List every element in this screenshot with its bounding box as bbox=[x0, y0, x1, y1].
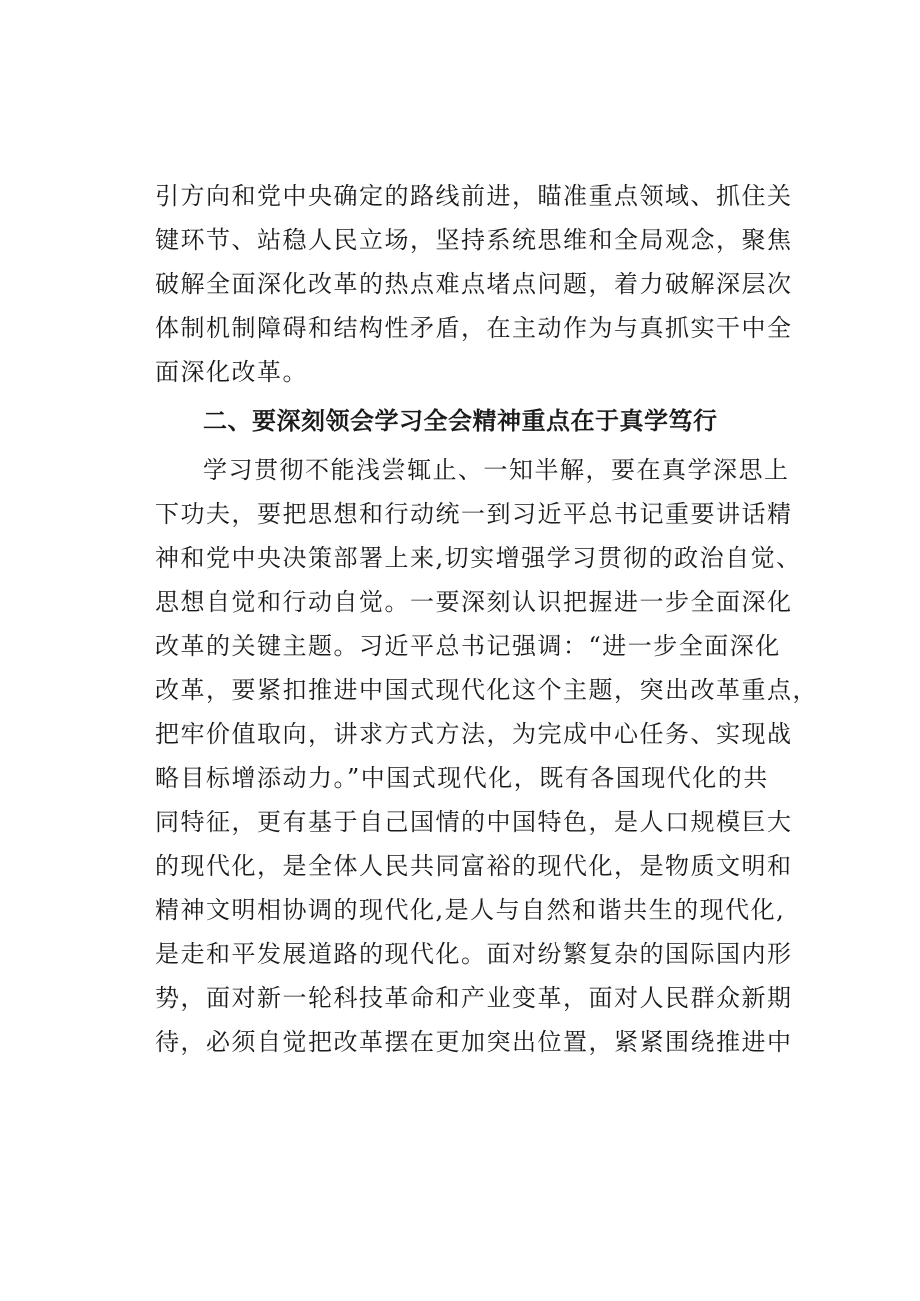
text-line: 同特征，更有基于自己国情的中国特色，是人口规模巨大 bbox=[155, 808, 793, 836]
paragraph-body bbox=[155, 448, 818, 1064]
document-body bbox=[155, 174, 818, 1064]
text-line: 思想自觉和行动自觉。一要深刻认识把握进一步全面深化 bbox=[155, 588, 793, 616]
text-line: 神和党中央决策部署上来,切实增强学习贯彻的政治自觉、 bbox=[155, 544, 802, 572]
text-line: 下功夫，要把思想和行动统一到习近平总书记重要讲话精 bbox=[155, 500, 793, 528]
text-line: 引方向和党中央确定的路线前进，瞄准重点领域、抓住关 bbox=[155, 182, 793, 210]
text-line: 学习贯彻不能浅尝辄止、一知半解，要在真学深思上 bbox=[203, 456, 790, 484]
text-line: 改革，要紧扣推进中国式现代化这个主题，突出改革重点， bbox=[155, 676, 818, 704]
text-line: 面深化改革。 bbox=[155, 358, 308, 386]
text-line: 键环节、站稳人民立场，坚持系统思维和全局观念，聚焦 bbox=[155, 226, 793, 254]
text-line: 势，面对新一轮科技革命和产业变革，面对人民群众新期 bbox=[155, 984, 793, 1012]
text-line: 把牢价值取向，讲求方式方法，为完成中心任务、实现战 bbox=[155, 720, 793, 748]
section-heading: 二、要深刻领会学习全会精神重点在于真学笃行 bbox=[203, 407, 718, 435]
text-line: 待，必须自觉把改革摆在更加突出位置，紧紧围绕推进中 bbox=[155, 1028, 793, 1056]
paragraph-continuation bbox=[155, 174, 793, 394]
text-line: 略目标增添动力。”中国式现代化，既有各国现代化的共 bbox=[155, 764, 769, 792]
text-line: 改革的关键主题。习近平总书记强调：“进一步全面深化 bbox=[155, 632, 781, 660]
text-line: 体制机制障碍和结构性矛盾，在主动作为与真抓实干中全 bbox=[155, 314, 793, 342]
text-line: 的现代化，是全体人民共同富裕的现代化，是物质文明和 bbox=[155, 852, 793, 880]
text-line: 是走和平发展道路的现代化。面对纷繁复杂的国际国内形 bbox=[155, 940, 793, 968]
text-line: 精神文明相协调的现代化,是人与自然和谐共生的现代化, bbox=[155, 896, 786, 924]
text-line: 破解全面深化改革的热点难点堵点问题，着力破解深层次 bbox=[155, 270, 793, 298]
